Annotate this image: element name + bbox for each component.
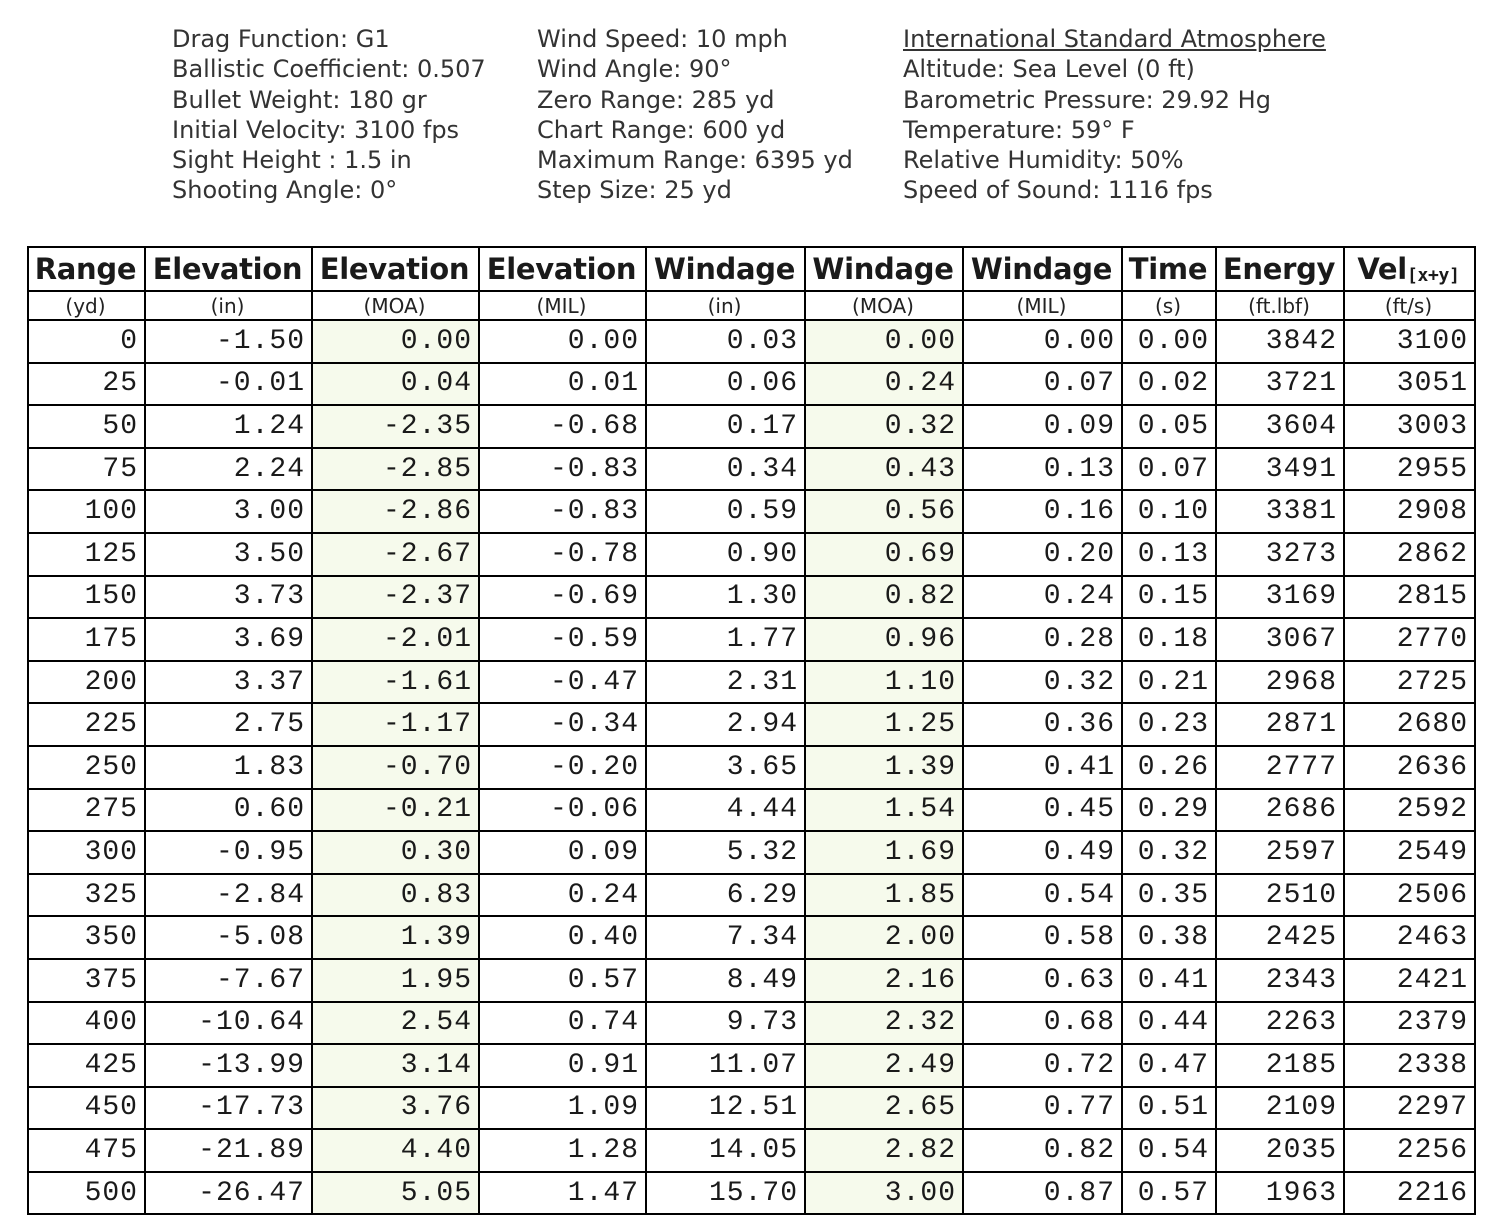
param-shooting-angle: Shooting Angle: 0° [172, 176, 398, 205]
param-relative-humidity: Relative Humidity: 50% [903, 146, 1184, 175]
cell-windage-in: 11.07 [646, 1044, 805, 1087]
cell-elevation-moa: -2.01 [312, 618, 479, 661]
table-row [28, 1044, 1475, 1087]
cell-elevation-moa: -2.85 [312, 448, 479, 491]
header-energy: Energy [1216, 247, 1344, 291]
cell-energy: 2263 [1216, 1002, 1344, 1045]
cell-velocity: 2770 [1344, 618, 1475, 661]
cell-energy: 3273 [1216, 533, 1344, 576]
cell-time: 0.02 [1122, 363, 1216, 406]
cell-range: 400 [28, 1002, 145, 1045]
cell-windage-mil: 0.58 [963, 916, 1122, 959]
cell-velocity: 2955 [1344, 448, 1475, 491]
cell-velocity: 2463 [1344, 916, 1475, 959]
cell-range: 500 [28, 1172, 145, 1215]
cell-elevation-in: 3.00 [145, 490, 312, 533]
cell-elevation-mil: -0.59 [479, 618, 646, 661]
header-velocity-subscript: [x+y] [1406, 265, 1460, 286]
unit-windage-mil: (MIL) [963, 291, 1122, 320]
cell-time: 0.13 [1122, 533, 1216, 576]
cell-elevation-moa: 0.00 [312, 320, 479, 363]
cell-time: 0.35 [1122, 874, 1216, 917]
header-windage-mil: Windage [963, 247, 1122, 291]
parameters-column-wind-range [537, 24, 853, 206]
cell-elevation-moa: 0.30 [312, 831, 479, 874]
cell-range: 150 [28, 576, 145, 619]
cell-elevation-in: 2.24 [145, 448, 312, 491]
cell-elevation-mil: 0.09 [479, 831, 646, 874]
cell-velocity: 3003 [1344, 405, 1475, 448]
unit-elevation-moa: (MOA) [312, 291, 479, 320]
cell-time: 0.38 [1122, 916, 1216, 959]
cell-windage-moa: 2.82 [805, 1129, 963, 1172]
cell-windage-moa: 0.96 [805, 618, 963, 661]
cell-windage-mil: 0.77 [963, 1087, 1122, 1130]
cell-windage-moa: 1.39 [805, 746, 963, 789]
cell-energy: 1963 [1216, 1172, 1344, 1215]
unit-elevation-mil: (MIL) [479, 291, 646, 320]
unit-elevation-in: (in) [145, 291, 312, 320]
cell-elevation-moa: 3.14 [312, 1044, 479, 1087]
cell-windage-in: 6.29 [646, 874, 805, 917]
cell-energy: 2425 [1216, 916, 1344, 959]
cell-windage-in: 4.44 [646, 789, 805, 832]
cell-windage-mil: 0.09 [963, 405, 1122, 448]
param-barometric-pressure: Barometric Pressure: 29.92 Hg [903, 85, 1271, 114]
cell-windage-mil: 0.63 [963, 959, 1122, 1002]
cell-elevation-in: 2.75 [145, 703, 312, 746]
cell-range: 50 [28, 405, 145, 448]
header-elevation-mil: Elevation [479, 247, 646, 291]
cell-range: 425 [28, 1044, 145, 1087]
unit-energy: (ft.lbf) [1216, 291, 1344, 320]
cell-velocity: 2908 [1344, 490, 1475, 533]
cell-time: 0.05 [1122, 405, 1216, 448]
param-wind-angle: Wind Angle: 90° [537, 55, 732, 84]
cell-elevation-in: -1.50 [145, 320, 312, 363]
cell-elevation-moa: 2.54 [312, 1002, 479, 1045]
cell-time: 0.10 [1122, 490, 1216, 533]
cell-windage-in: 3.65 [646, 746, 805, 789]
cell-windage-in: 2.31 [646, 661, 805, 704]
cell-velocity: 3051 [1344, 363, 1475, 406]
cell-velocity: 3100 [1344, 320, 1475, 363]
cell-elevation-mil: 0.91 [479, 1044, 646, 1087]
cell-elevation-moa: -2.37 [312, 576, 479, 619]
cell-energy: 2777 [1216, 746, 1344, 789]
cell-windage-in: 0.90 [646, 533, 805, 576]
cell-elevation-moa: 1.95 [312, 959, 479, 1002]
cell-range: 250 [28, 746, 145, 789]
cell-time: 0.41 [1122, 959, 1216, 1002]
cell-windage-moa: 0.32 [805, 405, 963, 448]
cell-energy: 2510 [1216, 874, 1344, 917]
cell-range: 225 [28, 703, 145, 746]
cell-elevation-in: -21.89 [145, 1129, 312, 1172]
cell-elevation-mil: 0.01 [479, 363, 646, 406]
cell-elevation-mil: 0.24 [479, 874, 646, 917]
cell-windage-mil: 0.68 [963, 1002, 1122, 1045]
cell-energy: 2968 [1216, 661, 1344, 704]
table-row [28, 320, 1475, 363]
cell-elevation-mil: -0.06 [479, 789, 646, 832]
cell-windage-moa: 1.54 [805, 789, 963, 832]
cell-windage-moa: 1.69 [805, 831, 963, 874]
table-row [28, 789, 1475, 832]
cell-time: 0.07 [1122, 448, 1216, 491]
cell-elevation-in: -2.84 [145, 874, 312, 917]
cell-windage-in: 12.51 [646, 1087, 805, 1130]
cell-velocity: 2216 [1344, 1172, 1475, 1215]
cell-energy: 3067 [1216, 618, 1344, 661]
cell-windage-in: 0.17 [646, 405, 805, 448]
cell-windage-moa: 0.69 [805, 533, 963, 576]
param-speed-of-sound: Speed of Sound: 1116 fps [903, 176, 1213, 205]
cell-elevation-in: -26.47 [145, 1172, 312, 1215]
cell-windage-mil: 0.28 [963, 618, 1122, 661]
cell-windage-in: 8.49 [646, 959, 805, 1002]
cell-range: 0 [28, 320, 145, 363]
cell-elevation-moa: -1.17 [312, 703, 479, 746]
cell-range: 25 [28, 363, 145, 406]
cell-range: 275 [28, 789, 145, 832]
cell-windage-mil: 0.00 [963, 320, 1122, 363]
cell-windage-in: 7.34 [646, 916, 805, 959]
table-row [28, 618, 1475, 661]
cell-windage-mil: 0.36 [963, 703, 1122, 746]
cell-elevation-moa: 1.39 [312, 916, 479, 959]
cell-elevation-in: 1.24 [145, 405, 312, 448]
unit-windage-in: (in) [646, 291, 805, 320]
cell-windage-in: 2.94 [646, 703, 805, 746]
cell-elevation-mil: 0.57 [479, 959, 646, 1002]
param-wind-speed: Wind Speed: 10 mph [537, 25, 788, 53]
cell-windage-moa: 2.32 [805, 1002, 963, 1045]
param-temperature: Temperature: 59° F [903, 115, 1135, 144]
unit-windage-moa: (MOA) [805, 291, 963, 320]
cell-elevation-in: 1.83 [145, 746, 312, 789]
parameters-column-bullet [172, 24, 486, 206]
header-elevation-in: Elevation [145, 247, 312, 291]
table-row [28, 874, 1475, 917]
cell-velocity: 2338 [1344, 1044, 1475, 1087]
cell-windage-moa: 3.00 [805, 1172, 963, 1215]
cell-elevation-mil: 1.09 [479, 1087, 646, 1130]
cell-time: 0.57 [1122, 1172, 1216, 1215]
cell-elevation-in: -0.95 [145, 831, 312, 874]
header-windage-in: Windage [646, 247, 805, 291]
cell-elevation-in: 3.37 [145, 661, 312, 704]
cell-range: 200 [28, 661, 145, 704]
cell-windage-in: 5.32 [646, 831, 805, 874]
cell-windage-moa: 0.56 [805, 490, 963, 533]
cell-energy: 2597 [1216, 831, 1344, 874]
cell-range: 175 [28, 618, 145, 661]
table-row [28, 661, 1475, 704]
table-row [28, 533, 1475, 576]
param-bullet-weight: Bullet Weight: 180 gr [172, 85, 427, 114]
cell-range: 475 [28, 1129, 145, 1172]
cell-elevation-moa: 5.05 [312, 1172, 479, 1215]
cell-elevation-mil: 0.40 [479, 916, 646, 959]
cell-energy: 2035 [1216, 1129, 1344, 1172]
cell-elevation-in: -5.08 [145, 916, 312, 959]
header-velocity [1344, 247, 1475, 291]
table-row [28, 1002, 1475, 1045]
cell-windage-in: 9.73 [646, 1002, 805, 1045]
cell-range: 450 [28, 1087, 145, 1130]
cell-windage-in: 0.59 [646, 490, 805, 533]
param-chart-range: Chart Range: 600 yd [537, 115, 786, 144]
cell-elevation-mil: 0.74 [479, 1002, 646, 1045]
cell-elevation-in: 3.69 [145, 618, 312, 661]
header-range: Range [28, 247, 145, 291]
cell-windage-mil: 0.49 [963, 831, 1122, 874]
table-row [28, 1172, 1475, 1215]
cell-time: 0.29 [1122, 789, 1216, 832]
param-sight-height: Sight Height : 1.5 in [172, 146, 412, 175]
table-row [28, 916, 1475, 959]
cell-elevation-moa: -1.61 [312, 661, 479, 704]
header-row [28, 247, 1475, 291]
cell-energy: 3604 [1216, 405, 1344, 448]
cell-range: 300 [28, 831, 145, 874]
cell-time: 0.00 [1122, 320, 1216, 363]
cell-range: 375 [28, 959, 145, 1002]
cell-windage-mil: 0.82 [963, 1129, 1122, 1172]
cell-velocity: 2256 [1344, 1129, 1475, 1172]
cell-elevation-moa: 0.04 [312, 363, 479, 406]
cell-elevation-moa: -2.67 [312, 533, 479, 576]
cell-elevation-in: -10.64 [145, 1002, 312, 1045]
cell-time: 0.15 [1122, 576, 1216, 619]
cell-windage-mil: 0.07 [963, 363, 1122, 406]
cell-elevation-mil: -0.47 [479, 661, 646, 704]
cell-elevation-mil: -0.34 [479, 703, 646, 746]
cell-windage-in: 14.05 [646, 1129, 805, 1172]
cell-windage-mil: 0.32 [963, 661, 1122, 704]
unit-range: (yd) [28, 291, 145, 320]
cell-elevation-moa: -2.35 [312, 405, 479, 448]
table-row [28, 1087, 1475, 1130]
cell-elevation-in: -13.99 [145, 1044, 312, 1087]
param-initial-velocity: Initial Velocity: 3100 fps [172, 115, 460, 144]
cell-range: 125 [28, 533, 145, 576]
cell-energy: 2343 [1216, 959, 1344, 1002]
cell-elevation-mil: -0.68 [479, 405, 646, 448]
cell-velocity: 2815 [1344, 576, 1475, 619]
table-row [28, 576, 1475, 619]
cell-elevation-in: 3.50 [145, 533, 312, 576]
cell-elevation-mil: -0.69 [479, 576, 646, 619]
cell-windage-mil: 0.54 [963, 874, 1122, 917]
cell-windage-moa: 1.10 [805, 661, 963, 704]
parameters-column-atmosphere [903, 24, 1326, 206]
cell-windage-in: 1.77 [646, 618, 805, 661]
cell-energy: 2871 [1216, 703, 1344, 746]
cell-velocity: 2379 [1344, 1002, 1475, 1045]
cell-windage-moa: 2.49 [805, 1044, 963, 1087]
header-elevation-moa: Elevation [312, 247, 479, 291]
cell-windage-in: 0.03 [646, 320, 805, 363]
cell-velocity: 2680 [1344, 703, 1475, 746]
cell-elevation-moa: -0.70 [312, 746, 479, 789]
table-row [28, 405, 1475, 448]
cell-energy: 3491 [1216, 448, 1344, 491]
cell-energy: 3721 [1216, 363, 1344, 406]
cell-velocity: 2549 [1344, 831, 1475, 874]
param-ballistic-coefficient: Ballistic Coefficient: 0.507 [172, 55, 486, 84]
param-zero-range: Zero Range: 285 yd [537, 85, 775, 114]
cell-energy: 3842 [1216, 320, 1344, 363]
param-step-size: Step Size: 25 yd [537, 176, 732, 205]
cell-elevation-in: 0.60 [145, 789, 312, 832]
cell-elevation-mil: 0.00 [479, 320, 646, 363]
cell-windage-in: 0.06 [646, 363, 805, 406]
cell-elevation-mil: 1.28 [479, 1129, 646, 1172]
cell-energy: 2109 [1216, 1087, 1344, 1130]
cell-velocity: 2862 [1344, 533, 1475, 576]
cell-elevation-moa: 0.83 [312, 874, 479, 917]
cell-range: 325 [28, 874, 145, 917]
cell-windage-in: 1.30 [646, 576, 805, 619]
cell-energy: 2686 [1216, 789, 1344, 832]
table-row [28, 1129, 1475, 1172]
cell-windage-mil: 0.41 [963, 746, 1122, 789]
cell-windage-moa: 0.00 [805, 320, 963, 363]
ballistics-table [27, 246, 1476, 1215]
table-body [28, 320, 1475, 1214]
cell-velocity: 2506 [1344, 874, 1475, 917]
cell-elevation-in: 3.73 [145, 576, 312, 619]
cell-windage-mil: 0.72 [963, 1044, 1122, 1087]
cell-elevation-moa: 3.76 [312, 1087, 479, 1130]
cell-velocity: 2725 [1344, 661, 1475, 704]
cell-range: 100 [28, 490, 145, 533]
cell-velocity: 2421 [1344, 959, 1475, 1002]
cell-elevation-in: -17.73 [145, 1087, 312, 1130]
table-row [28, 448, 1475, 491]
cell-energy: 3169 [1216, 576, 1344, 619]
cell-time: 0.21 [1122, 661, 1216, 704]
cell-windage-in: 0.34 [646, 448, 805, 491]
cell-windage-moa: 1.85 [805, 874, 963, 917]
table-row [28, 363, 1475, 406]
cell-elevation-moa: -0.21 [312, 789, 479, 832]
unit-time: (s) [1122, 291, 1216, 320]
cell-velocity: 2592 [1344, 789, 1475, 832]
header-time: Time [1122, 247, 1216, 291]
cell-windage-mil: 0.24 [963, 576, 1122, 619]
cell-elevation-moa: 4.40 [312, 1129, 479, 1172]
cell-windage-moa: 2.16 [805, 959, 963, 1002]
cell-time: 0.32 [1122, 831, 1216, 874]
cell-windage-mil: 0.45 [963, 789, 1122, 832]
cell-elevation-mil: -0.78 [479, 533, 646, 576]
table-row [28, 959, 1475, 1002]
atmosphere-link[interactable]: International Standard Atmosphere [903, 25, 1326, 53]
header-windage-moa: Windage [805, 247, 963, 291]
unit-velocity: (ft/s) [1344, 291, 1475, 320]
cell-elevation-mil: -0.83 [479, 448, 646, 491]
cell-windage-moa: 2.65 [805, 1087, 963, 1130]
cell-velocity: 2636 [1344, 746, 1475, 789]
cell-windage-mil: 0.16 [963, 490, 1122, 533]
cell-elevation-in: -7.67 [145, 959, 312, 1002]
table-row [28, 490, 1475, 533]
cell-time: 0.51 [1122, 1087, 1216, 1130]
cell-time: 0.54 [1122, 1129, 1216, 1172]
cell-energy: 3381 [1216, 490, 1344, 533]
param-maximum-range: Maximum Range: 6395 yd [537, 146, 853, 175]
cell-range: 75 [28, 448, 145, 491]
cell-time: 0.23 [1122, 703, 1216, 746]
cell-range: 350 [28, 916, 145, 959]
cell-time: 0.47 [1122, 1044, 1216, 1087]
table-row [28, 831, 1475, 874]
param-altitude: Altitude: Sea Level (0 ft) [903, 55, 1195, 84]
cell-time: 0.18 [1122, 618, 1216, 661]
cell-time: 0.44 [1122, 1002, 1216, 1045]
units-row [28, 291, 1475, 320]
cell-elevation-moa: -2.86 [312, 490, 479, 533]
cell-windage-in: 15.70 [646, 1172, 805, 1215]
table-row [28, 746, 1475, 789]
cell-time: 0.26 [1122, 746, 1216, 789]
param-drag-function: Drag Function: G1 [172, 25, 390, 53]
cell-elevation-in: -0.01 [145, 363, 312, 406]
cell-windage-moa: 0.43 [805, 448, 963, 491]
cell-elevation-mil: -0.20 [479, 746, 646, 789]
cell-elevation-mil: 1.47 [479, 1172, 646, 1215]
cell-windage-mil: 0.20 [963, 533, 1122, 576]
cell-elevation-mil: -0.83 [479, 490, 646, 533]
header-velocity-label: Vel [1357, 252, 1407, 286]
table-row [28, 703, 1475, 746]
cell-windage-moa: 2.00 [805, 916, 963, 959]
cell-windage-mil: 0.13 [963, 448, 1122, 491]
cell-windage-mil: 0.87 [963, 1172, 1122, 1215]
cell-windage-moa: 0.82 [805, 576, 963, 619]
cell-energy: 2185 [1216, 1044, 1344, 1087]
cell-velocity: 2297 [1344, 1087, 1475, 1130]
cell-windage-moa: 1.25 [805, 703, 963, 746]
cell-windage-moa: 0.24 [805, 363, 963, 406]
